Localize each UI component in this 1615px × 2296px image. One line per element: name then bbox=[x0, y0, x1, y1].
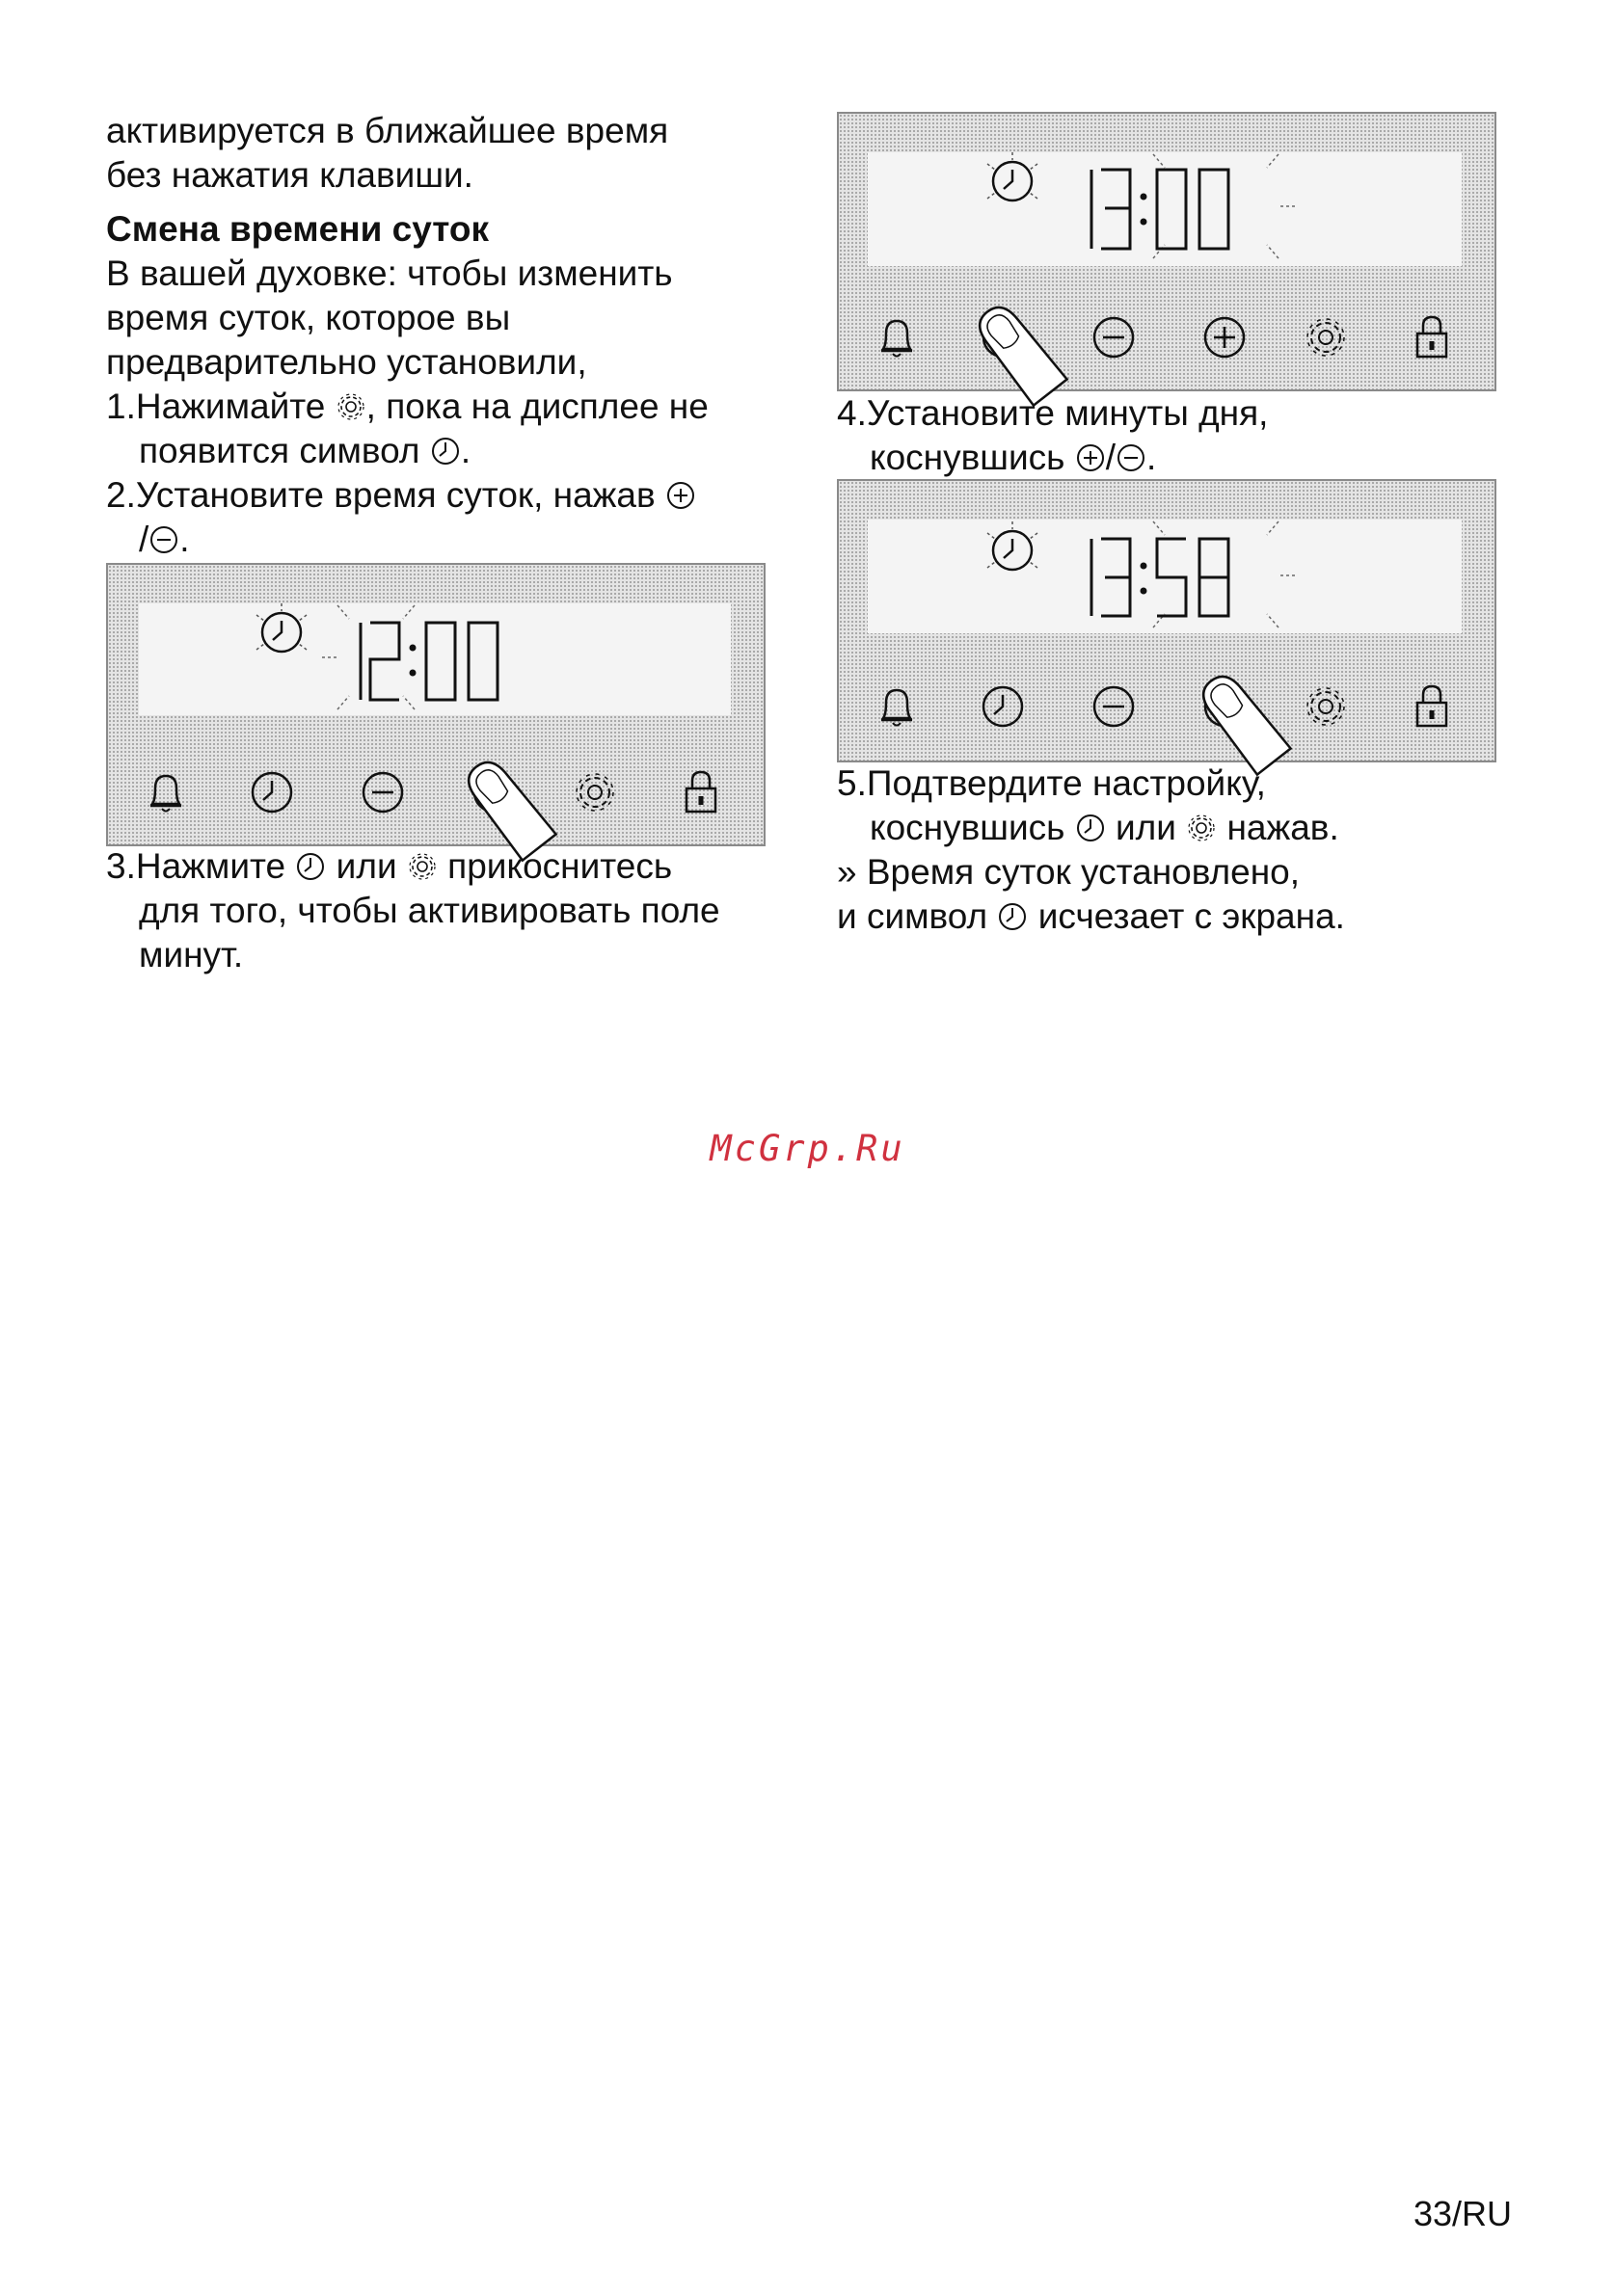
display-digits bbox=[361, 623, 498, 700]
gear-button bbox=[1307, 688, 1344, 725]
step-3-line3: минут. bbox=[139, 935, 244, 974]
body-line: предварительно установили, bbox=[106, 342, 587, 382]
display-digits bbox=[1091, 539, 1228, 616]
result-line-2-end: исчезает с экрана. bbox=[1028, 896, 1345, 936]
section-body bbox=[106, 252, 673, 385]
step-3-or: или bbox=[326, 846, 407, 886]
minus-icon bbox=[1116, 442, 1146, 473]
minus-button bbox=[363, 773, 402, 812]
intro-line: без нажатия клавиши. bbox=[106, 155, 473, 195]
step-1 bbox=[106, 385, 709, 473]
step-2-end: . bbox=[179, 520, 190, 559]
step-5-text: 5.Подтвердите настройку, bbox=[837, 763, 1266, 803]
step-5-or: или bbox=[1105, 808, 1187, 847]
step-2-text: 2.Установите время суток, нажав bbox=[106, 475, 656, 515]
step-1-line2: появится символ bbox=[139, 431, 420, 470]
panel-graphics bbox=[108, 565, 764, 844]
step-4-line2: коснувшись bbox=[870, 438, 1065, 477]
body-line: время суток, которое вы bbox=[106, 298, 511, 337]
finger-icon bbox=[1195, 668, 1291, 775]
page-number: 33/RU bbox=[1413, 2194, 1512, 2233]
intro-text bbox=[106, 109, 668, 198]
control-panel-c bbox=[837, 479, 1496, 762]
lock-button bbox=[686, 772, 715, 812]
step-1-text: 1.Нажимайте bbox=[106, 387, 326, 426]
plus-icon bbox=[1075, 442, 1106, 473]
clock-icon bbox=[295, 851, 326, 882]
gear-icon bbox=[336, 391, 366, 422]
clock-button bbox=[983, 687, 1022, 726]
intro-line: активируется в ближайшее время bbox=[106, 111, 669, 150]
watermark: McGrp.Ru bbox=[710, 1128, 905, 1169]
plus-button bbox=[1205, 318, 1244, 357]
step-5-end: нажав. bbox=[1217, 808, 1339, 847]
clock-icon bbox=[997, 901, 1028, 932]
panel-graphics bbox=[839, 481, 1494, 761]
clock-icon bbox=[430, 436, 461, 467]
step-3-text: 3.Нажмите bbox=[106, 846, 286, 886]
display-digits bbox=[1091, 170, 1228, 249]
step-3 bbox=[106, 844, 720, 977]
section-heading: Смена времени суток bbox=[106, 209, 489, 249]
minus-icon bbox=[148, 524, 179, 555]
gear-button bbox=[577, 774, 613, 811]
display-clock-icon bbox=[987, 152, 1037, 200]
minus-button bbox=[1094, 318, 1133, 357]
step-3-text-cont: прикоснитесь bbox=[437, 846, 673, 886]
control-panel-b bbox=[837, 112, 1496, 391]
step-2-sep: / bbox=[139, 520, 149, 559]
step-4-end: . bbox=[1145, 438, 1157, 477]
control-panel-a bbox=[106, 563, 766, 846]
result-line-1: » Время суток установлено, bbox=[837, 852, 1300, 892]
minus-button bbox=[1094, 687, 1133, 726]
clock-icon bbox=[1075, 813, 1106, 843]
step-4-text: 4.Установите минуты дня, bbox=[837, 393, 1269, 433]
result-line-2: и символ bbox=[837, 896, 988, 936]
gear-icon bbox=[407, 851, 438, 882]
bell-button bbox=[881, 321, 912, 357]
bell-button bbox=[881, 690, 912, 726]
step-1-text-cont: , пока на дисплее не bbox=[365, 387, 709, 426]
bell-button bbox=[150, 776, 181, 812]
step-1-line2-end: . bbox=[460, 431, 471, 470]
body-line: В вашей духовке: чтобы изменить bbox=[106, 254, 673, 293]
lock-button bbox=[1417, 686, 1446, 726]
step-3-line2: для того, чтобы активировать поле bbox=[139, 891, 720, 930]
plus-icon bbox=[665, 480, 696, 511]
display-clock-icon bbox=[256, 603, 307, 652]
blink-rays bbox=[322, 605, 415, 709]
clock-button bbox=[253, 773, 291, 812]
step-5 bbox=[837, 761, 1345, 939]
panel-graphics bbox=[839, 114, 1494, 389]
step-2 bbox=[106, 473, 696, 562]
lock-button bbox=[1417, 317, 1446, 357]
gear-icon bbox=[1186, 813, 1217, 843]
step-4 bbox=[837, 391, 1268, 480]
step-4-sep: / bbox=[1105, 438, 1116, 477]
finger-icon bbox=[971, 299, 1067, 406]
display-clock-icon bbox=[987, 521, 1037, 570]
step-5-line2: коснувшись bbox=[870, 808, 1065, 847]
gear-button bbox=[1307, 319, 1344, 356]
